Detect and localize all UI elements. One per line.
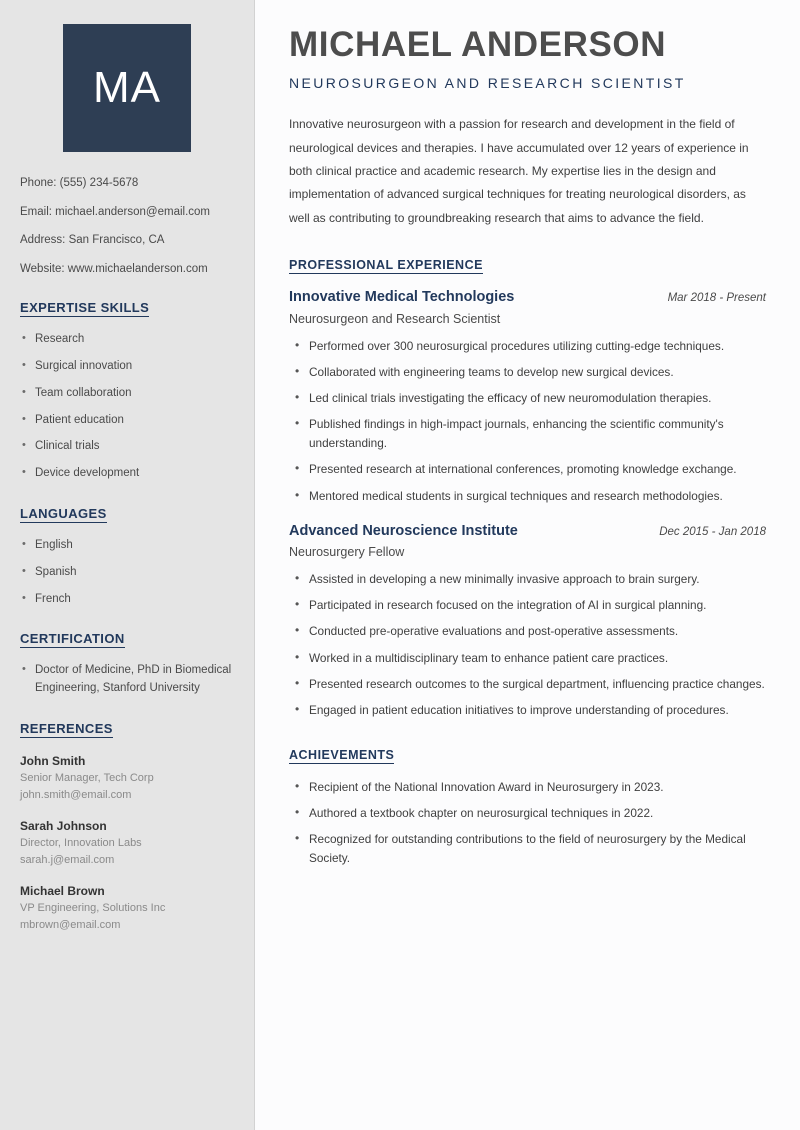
responsibility-list xyxy=(289,570,766,720)
contact-line: Phone: (555) 234-5678 xyxy=(20,177,139,189)
sidebar-section-list xyxy=(20,662,234,698)
list-item: • Authored a textbook chapter on neurosurgical techniques in 2022. xyxy=(289,804,766,823)
achievements-heading: ACHIEVEMENTS xyxy=(289,747,395,762)
employment-dates: Dec 2015 - Jan 2018 xyxy=(659,525,766,538)
reference-role: Director, Innovation Labs xyxy=(20,837,142,849)
list-item: • Recipient of the National Innovation Award in Neurosurgery in 2023. xyxy=(289,778,766,797)
reference-item xyxy=(20,882,234,933)
list-item: • Device development xyxy=(20,465,234,483)
avatar xyxy=(63,24,191,152)
list-item: • Team collaboration xyxy=(20,385,234,403)
experience-heading: PROFESSIONAL EXPERIENCE xyxy=(289,258,483,273)
reference-email: mbrown@email.com xyxy=(20,918,121,931)
sidebar-section-heading: CERTIFICATION xyxy=(20,631,125,647)
list-item: • Clinical trials xyxy=(20,438,234,456)
list-item: • Conducted pre-operative evaluations and post-operative assessments. xyxy=(289,622,766,641)
sidebar-section-heading: EXPERTISE SKILLS xyxy=(20,300,150,316)
employment-dates: Mar 2018 - Present xyxy=(667,292,766,305)
references-section xyxy=(20,720,234,933)
reference-item xyxy=(20,752,234,803)
references-list xyxy=(20,752,234,933)
achievements-section xyxy=(289,742,766,868)
list-item: • Published findings in high-impact journals, enhancing the scientific community's understanding. xyxy=(289,415,766,453)
reference-role: VP Engineering, Solutions Inc xyxy=(20,902,166,914)
list-item: • Recognized for outstanding contributions to the field of neurosurgery by the Medical Society. xyxy=(289,830,766,868)
reference-name: Michael Brown xyxy=(20,884,105,898)
sidebar-section-heading: LANGUAGES xyxy=(20,505,107,521)
list-item: • Engaged in patient education initiatives to improve understanding of procedures. xyxy=(289,701,766,720)
reference-email: sarah.j@email.com xyxy=(20,853,115,866)
list-item: • Presented research at international conferences, promoting knowledge exchange. xyxy=(289,460,766,479)
company-name: Innovative Medical Technologies xyxy=(289,289,515,306)
reference-name: Sarah Johnson xyxy=(20,819,107,833)
main-content xyxy=(256,0,800,1130)
list-item: • Spanish xyxy=(20,564,234,582)
experience-header xyxy=(289,288,766,307)
list-item: • Doctor of Medicine, PhD in Biomedical Engineering, Stanford University xyxy=(20,662,234,698)
list-item: • Mentored medical students in surgical techniques and research methodologies. xyxy=(289,487,766,506)
list-item: • Assisted in developing a new minimally invasive approach to brain surgery. xyxy=(289,570,766,589)
page-title: MICHAEL ANDERSON xyxy=(289,25,667,64)
experience-item xyxy=(289,522,766,720)
list-item: • French xyxy=(20,591,234,609)
list-item: • Surgical innovation xyxy=(20,358,234,376)
job-role: Neurosurgeon and Research Scientist xyxy=(289,312,501,327)
reference-email: john.smith@email.com xyxy=(20,788,132,801)
contact-line: Email: michael.anderson@email.com xyxy=(20,205,210,218)
contact-line: Address: San Francisco, CA xyxy=(20,234,165,247)
sidebar-section xyxy=(20,299,234,483)
job-role: Neurosurgery Fellow xyxy=(289,545,405,560)
experience-item xyxy=(289,288,766,505)
list-item: • Led clinical trials investigating the efficacy of new neuromodulation therapies. xyxy=(289,389,766,408)
list-item: • Performed over 300 neurosurgical procedures utilizing cutting-edge techniques. xyxy=(289,337,766,356)
summary-paragraph: Innovative neurosurgeon with a passion for research and development in the field of neurological devices and therapies. I have accumulated over 12 years of experience in both clinical practice and academic research. My expertise lies in the design and implementation of advanced surgical techniques for treating neurological disorders, as well as contributing to groundbreaking research that aims to advance the field. xyxy=(289,117,749,225)
list-item: • Research xyxy=(20,331,234,349)
reference-role: Senior Manager, Tech Corp xyxy=(20,772,154,784)
reference-item xyxy=(20,817,234,868)
sidebar-section-list xyxy=(20,331,234,483)
avatar-initials: MA xyxy=(93,63,161,112)
list-item: • English xyxy=(20,537,234,555)
experience-list xyxy=(289,288,766,720)
sidebar-section xyxy=(20,630,234,698)
sidebar xyxy=(0,0,255,1130)
experience-header xyxy=(289,522,766,541)
company-name: Advanced Neuroscience Institute xyxy=(289,522,518,539)
list-item: • Participated in research focused on the integration of AI in surgical planning. xyxy=(289,596,766,615)
contact-list xyxy=(20,176,234,277)
sidebar-section-list xyxy=(20,537,234,608)
references-heading: REFERENCES xyxy=(20,721,113,736)
list-item: • Collaborated with engineering teams to develop new surgical devices. xyxy=(289,363,766,382)
list-item: • Worked in a multidisciplinary team to enhance patient care practices. xyxy=(289,649,766,668)
experience-section xyxy=(289,252,766,720)
responsibility-list xyxy=(289,337,766,506)
reference-name: John Smith xyxy=(20,754,86,768)
contact-line: Website: www.michaelanderson.com xyxy=(20,262,208,275)
sidebar-sections xyxy=(20,299,234,698)
achievements-list xyxy=(289,778,766,868)
list-item: • Patient education xyxy=(20,412,234,430)
sidebar-section xyxy=(20,505,234,608)
professional-title: NEUROSURGEON AND RESEARCH SCIENTIST xyxy=(289,74,686,91)
list-item: • Presented research outcomes to the surgical department, influencing practice changes. xyxy=(289,675,766,694)
